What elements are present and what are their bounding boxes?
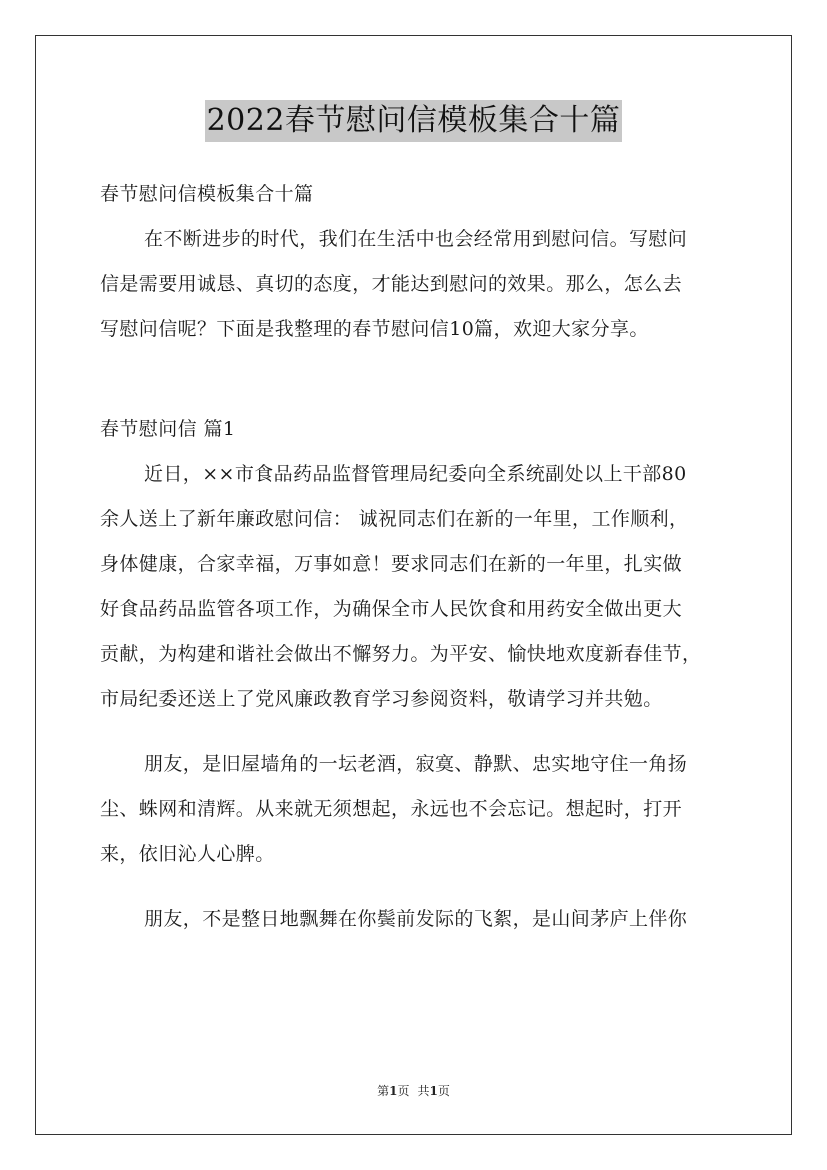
intro-line: 信是需要用诚恳、真切的态度，才能达到慰问的效果。那么，怎么去	[100, 273, 683, 295]
paragraph-line: 身体健康，合家幸福，万事如意！要求同志们在新的一年里，扎实做	[100, 553, 683, 575]
intro-line: 在不断进步的时代，我们在生活中也会经常用到慰问信。写慰问	[144, 228, 688, 250]
document-subtitle: 春节慰问信模板集合十篇	[100, 183, 314, 205]
paragraph-line: 朋友，是旧屋墙角的一坛老酒，寂寞、静默、忠实地守住一角扬	[144, 753, 688, 775]
document-body	[100, 172, 740, 942]
page-prefix: 第	[377, 1084, 390, 1098]
title-container	[0, 100, 827, 142]
page-suffix: 页	[397, 1084, 410, 1098]
total-prefix: 共	[417, 1084, 430, 1098]
total-suffix: 页	[437, 1084, 450, 1098]
paragraph-line: 朋友，不是整日地飘舞在你鬓前发际的飞絮，是山间茅庐上伴你	[144, 908, 688, 930]
paragraph-line: 近日，××市食品药品监督管理局纪委向全系统副处以上干部80	[144, 463, 687, 485]
section-heading: 春节慰问信 篇1	[100, 418, 236, 440]
paragraph-line: 尘、蛛网和清辉。从来就无须想起，永远也不会忘记。想起时，打开	[100, 798, 683, 820]
total-pages: 1	[429, 1084, 438, 1098]
document-title: 2022春节慰问信模板集合十篇	[205, 100, 623, 142]
page-number: 1	[389, 1084, 398, 1098]
paragraph-line: 好食品药品监管各项工作，为确保全市人民饮食和用药安全做出更大	[100, 598, 683, 620]
paragraph-line: 贡献，为构建和谐社会做出不懈努力。为平安、愉快地欢度新春佳节，	[100, 643, 702, 665]
paragraph-line: 余人送上了新年廉政慰问信： 诚祝同志们在新的一年里，工作顺利，	[100, 508, 689, 530]
page-footer	[0, 1082, 827, 1100]
intro-line: 写慰问信呢？下面是我整理的春节慰问信10篇，欢迎大家分享。	[100, 318, 649, 340]
paragraph-line: 来，依旧沁人心脾。	[100, 843, 275, 865]
paragraph-line: 市局纪委还送上了党风廉政教育学习参阅资料，敬请学习并共勉。	[100, 688, 663, 710]
